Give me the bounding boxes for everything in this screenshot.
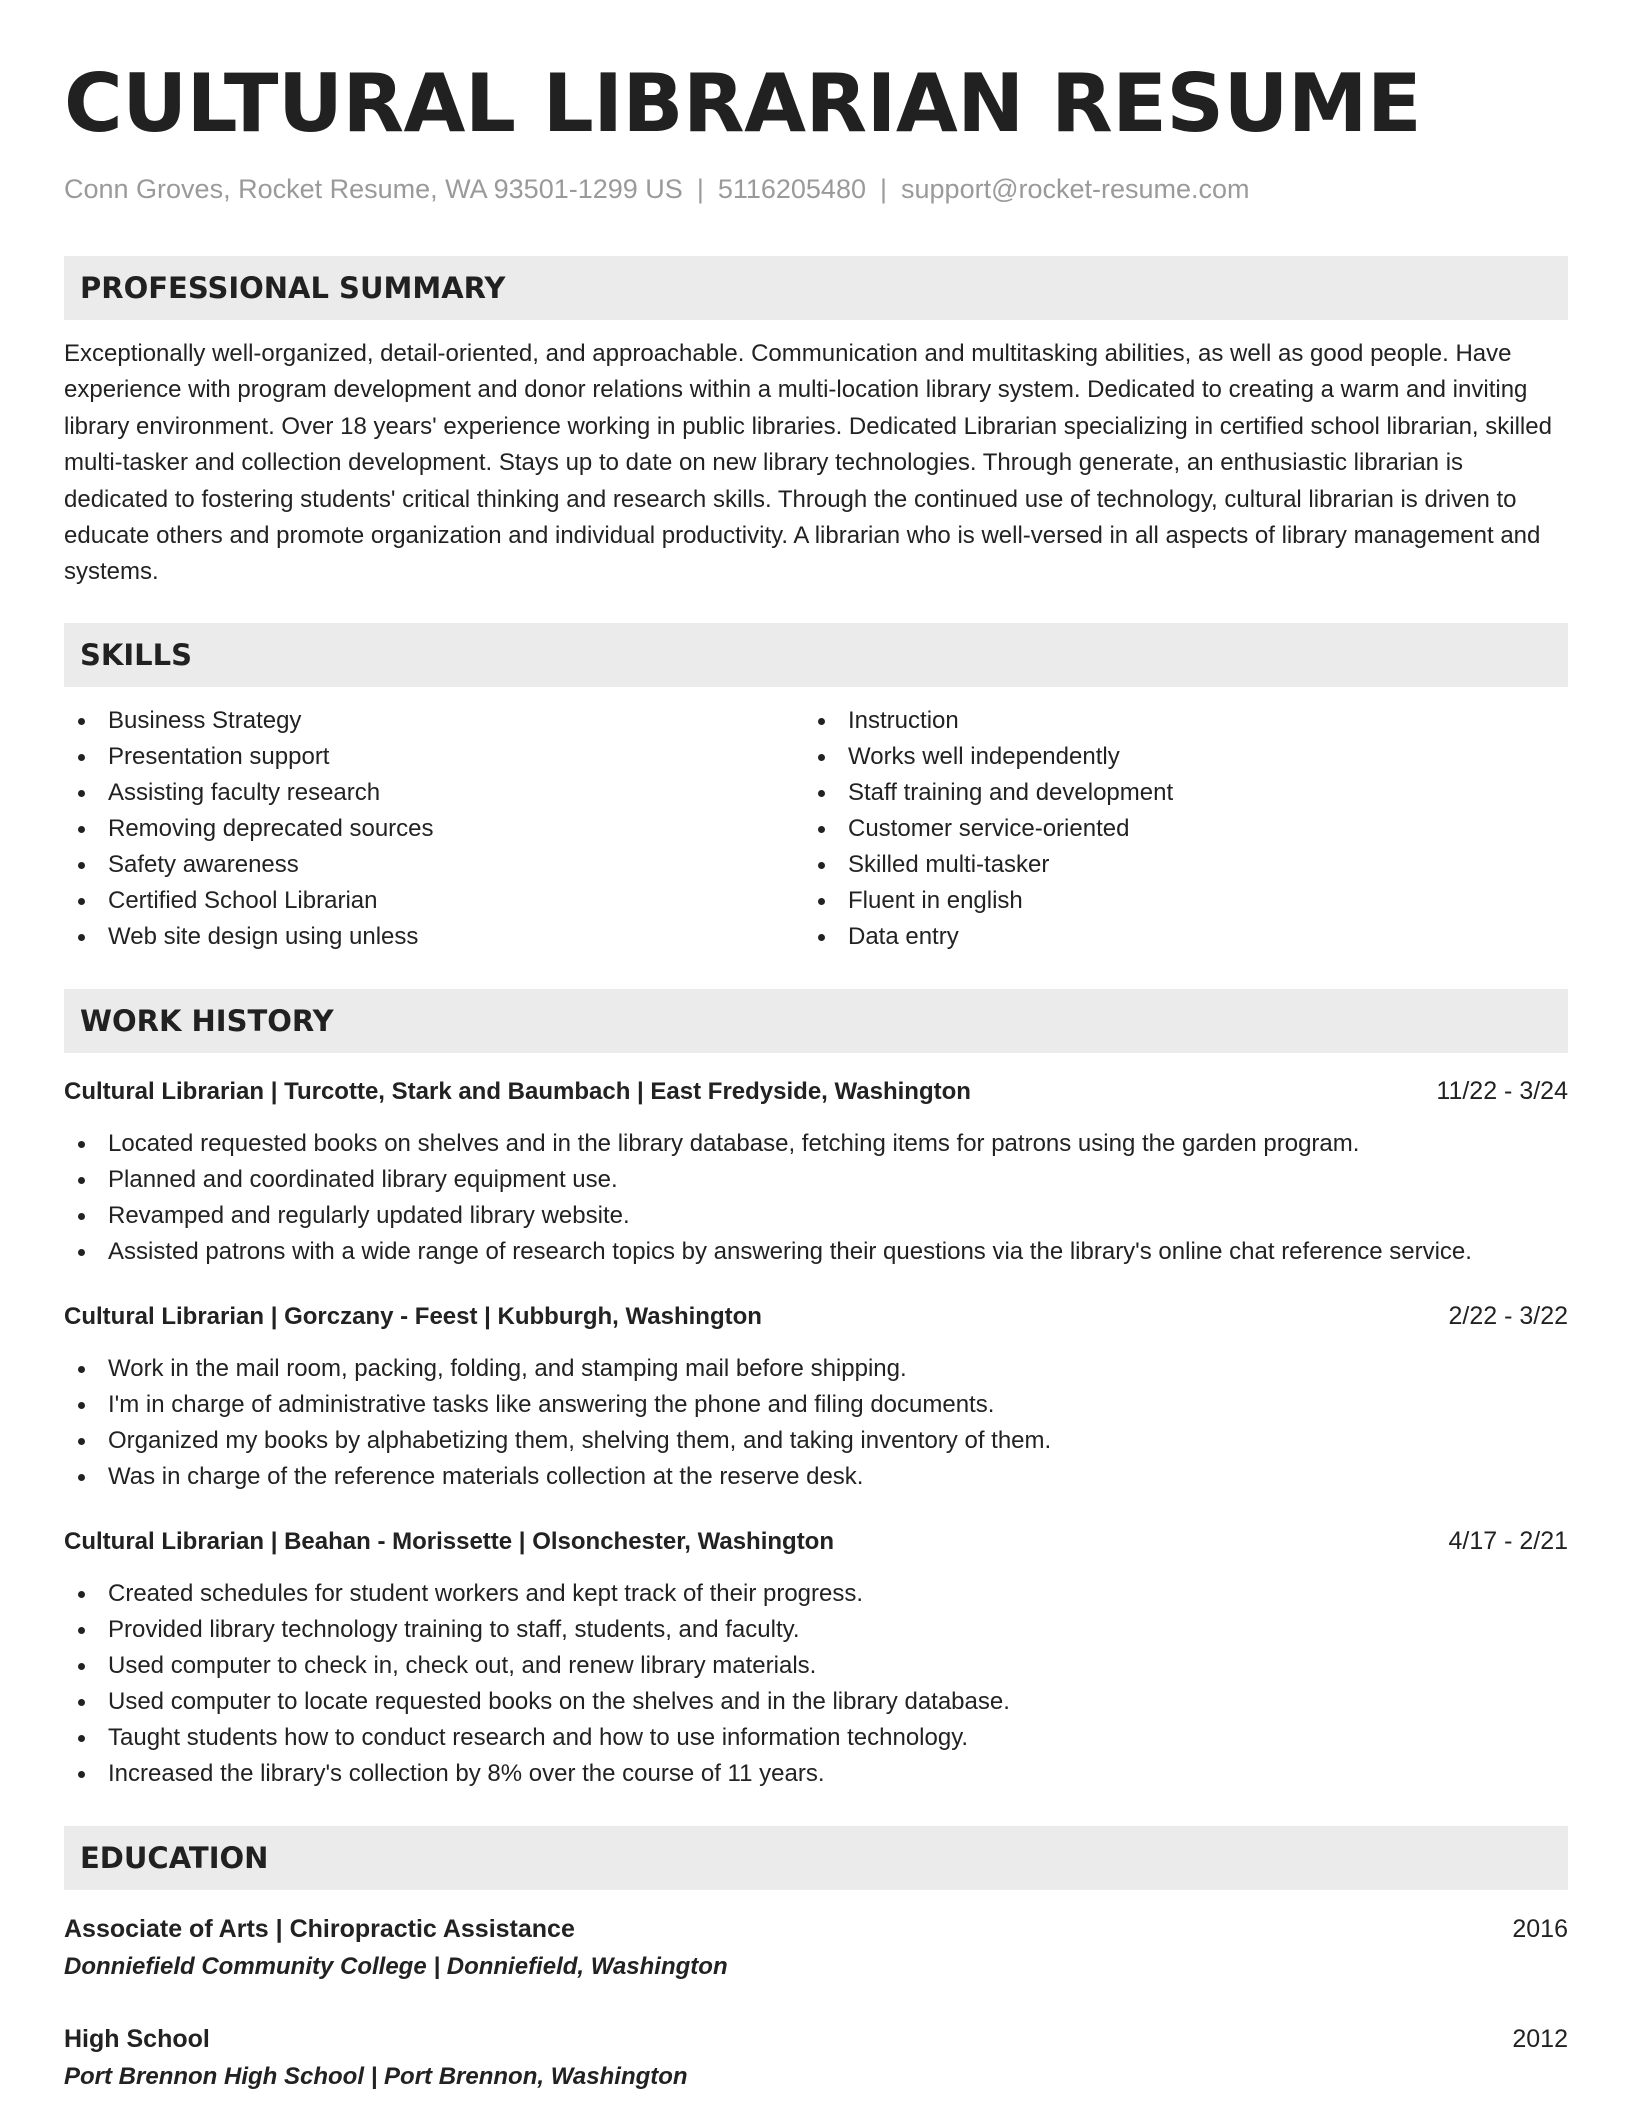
school: Donniefield Community College | Donniefield, Washington (64, 1952, 728, 1980)
job-bullet: Used computer to locate requested books on the shelves and in the library database. (64, 1684, 1568, 1720)
job-title: Cultural Librarian | Turcotte, Stark and Baumbach | East Fredyside, Washington (64, 1077, 971, 1105)
job-dates: 2/22 - 3/22 (1448, 1301, 1568, 1330)
skills-list (64, 703, 1568, 955)
job-bullets (64, 1576, 1568, 1792)
job-bullet: Was in charge of the reference materials collection at the reserve desk. (64, 1459, 1568, 1495)
education-entry (64, 1910, 1568, 1986)
job-entry (64, 1298, 1568, 1495)
job-bullet: Work in the mail room, packing, folding, and stamping mail before shipping. (64, 1351, 1568, 1387)
education-entry (64, 2020, 1568, 2096)
contact-address: Conn Groves, Rocket Resume, WA 93501-1299 US (64, 174, 683, 204)
skill-item: Removing deprecated sources (64, 811, 804, 847)
education-header (64, 2020, 1568, 2058)
skills-column-left (64, 703, 804, 955)
skill-item: Instruction (804, 703, 1544, 739)
skill-item: Certified School Librarian (64, 883, 804, 919)
skill-item: Business Strategy (64, 703, 804, 739)
job-bullet: I'm in charge of administrative tasks like answering the phone and filing documents. (64, 1387, 1568, 1423)
job-header (64, 1073, 1568, 1110)
summary-text: Exceptionally well-organized, detail-oriented, and approachable. Communication and multitasking abilities, as well as good people. Have experience with program development and donor relations within a multi-location library system. Dedicated to creating a warm and inviting library environment. Over 18 years' experience working in public libraries. Dedicated Librarian specializing in certified school librarian, skilled multi-tasker and collection development. Stays up to date on new library technologies. Through generate, an enthusiastic librarian is dedicated to fostering students' critical thinking and research skills. Through the continued use of technology, cultural librarian is driven to educate others and promote organization and individual productivity. A librarian who is well-versed in all aspects of library management and systems. (64, 340, 1552, 586)
skill-item: Safety awareness (64, 847, 804, 883)
skill-item: Staff training and development (804, 775, 1544, 811)
skill-item: Assisting faculty research (64, 775, 804, 811)
job-entry (64, 1523, 1568, 1792)
job-header (64, 1523, 1568, 1560)
degree: Associate of Arts | Chiropractic Assistance (64, 1914, 575, 1943)
job-bullet: Taught students how to conduct research and how to use information technology. (64, 1720, 1568, 1756)
contact-phone: 5116205480 (717, 174, 866, 204)
skill-item: Web site design using unless (64, 919, 804, 955)
job-bullet: Organized my books by alphabetizing them, shelving them, and taking inventory of them. (64, 1423, 1568, 1459)
skill-item: Works well independently (804, 739, 1544, 775)
job-dates: 11/22 - 3/24 (1436, 1076, 1568, 1105)
job-bullet: Located requested books on shelves and in the library database, fetching items for patrons using the garden program. (64, 1126, 1568, 1162)
skills-heading: SKILLS (64, 623, 1568, 687)
job-bullet: Revamped and regularly updated library website. (64, 1198, 1568, 1234)
job-title: Cultural Librarian | Beahan - Morissette | Olsonchester, Washington (64, 1527, 835, 1555)
skill-item: Presentation support (64, 739, 804, 775)
work-history-heading: WORK HISTORY (64, 989, 1568, 1053)
job-bullet: Increased the library's collection by 8% over the course of 11 years. (64, 1756, 1568, 1792)
job-bullet: Planned and coordinated library equipment use. (64, 1162, 1568, 1198)
job-bullet: Created schedules for student workers and kept track of their progress. (64, 1576, 1568, 1612)
job-bullet: Assisted patrons with a wide range of research topics by answering their questions via the library's online chat reference service. (64, 1234, 1568, 1270)
education-header (64, 1910, 1568, 1948)
graduation-year: 2012 (1512, 2024, 1568, 2053)
summary-heading: PROFESSIONAL SUMMARY (64, 256, 1568, 320)
contact-line (64, 172, 1568, 206)
skill-item: Skilled multi-tasker (804, 847, 1544, 883)
education-heading: EDUCATION (64, 1826, 1568, 1890)
skill-item: Fluent in english (804, 883, 1544, 919)
graduation-year: 2016 (1512, 1914, 1568, 1943)
contact-email: support@rocket-resume.com (901, 174, 1250, 204)
job-header (64, 1298, 1568, 1335)
skill-item: Data entry (804, 919, 1544, 955)
resume-title: CULTURAL LIBRARIAN RESUME (64, 57, 1422, 150)
job-entry (64, 1073, 1568, 1270)
school: Port Brennon High School | Port Brennon, Washington (64, 2062, 688, 2090)
contact-separator: | (696, 174, 704, 204)
skills-column-right (804, 703, 1544, 955)
job-title: Cultural Librarian | Gorczany - Feest | Kubburgh, Washington (64, 1302, 762, 1330)
skill-item: Customer service-oriented (804, 811, 1544, 847)
job-bullet: Used computer to check in, check out, and renew library materials. (64, 1648, 1568, 1684)
contact-separator: | (880, 174, 888, 204)
job-bullets (64, 1351, 1568, 1495)
job-dates: 4/17 - 2/21 (1448, 1526, 1568, 1555)
job-bullets (64, 1126, 1568, 1270)
job-bullet: Provided library technology training to staff, students, and faculty. (64, 1612, 1568, 1648)
degree: High School (64, 2024, 210, 2053)
